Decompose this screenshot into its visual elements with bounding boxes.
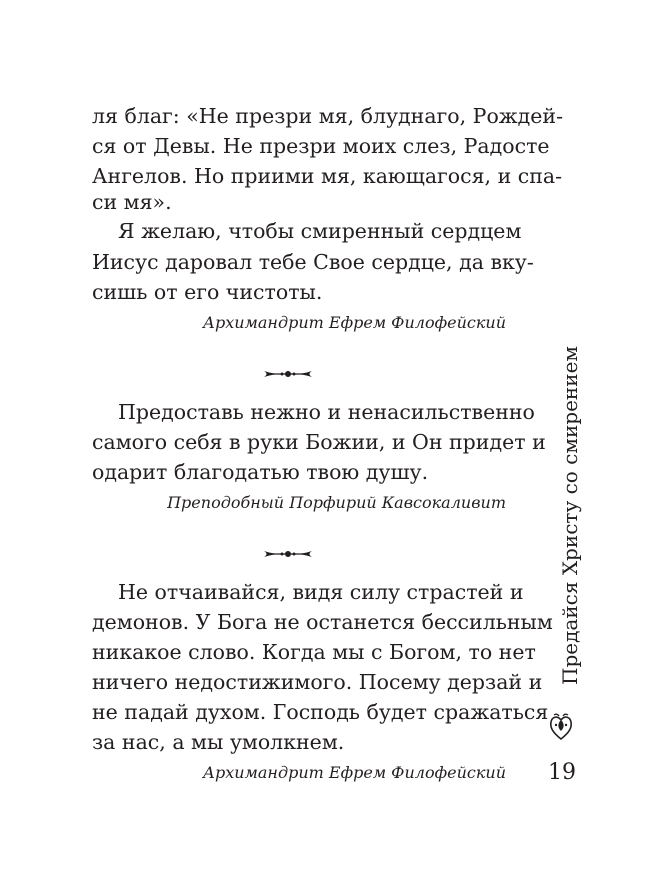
ornament-divider-icon (263, 366, 313, 382)
page-number: 19 (548, 760, 576, 785)
text-line: одарит благодатью твою душу. (92, 460, 429, 484)
text-line: си мя». (92, 190, 172, 214)
ornament-heart-icon (548, 712, 574, 742)
text-line: Не отчаивайся, видя силу страстей и (118, 580, 524, 604)
text-line: за нас, а мы умолкнем. (92, 730, 345, 754)
text-line: сишь от его чистоты. (92, 280, 323, 304)
quote-author: Архимандрит Ефрем Филофейский (202, 313, 506, 332)
text-line: Я желаю, чтобы смиренный сердцем (118, 219, 522, 243)
text-line: демонов. У Бога не останется бессильным (92, 610, 553, 634)
running-title-text: Предайся Христу со смирением (558, 346, 582, 685)
text-line: ля благ: «Не презри мя, блуднаго, Рождей- (92, 104, 563, 128)
quote-author: Архимандрит Ефрем Филофейский (202, 763, 506, 782)
ornament-divider-icon (263, 546, 313, 562)
text-line: ся от Девы. Не презри моих слез, Радосте (92, 134, 550, 158)
text-line: ничего недостижимого. Посему дерзай и (92, 670, 543, 694)
text-line: Ангелов. Но приими мя, кающагося, и спа- (92, 164, 563, 188)
text-line: никакое слово. Когда мы с Богом, то нет (92, 640, 536, 664)
quote-author: Преподобный Порфирий Кавсокаливит (167, 493, 506, 512)
text-line: Предоставь нежно и ненасильственно (118, 400, 535, 424)
text-line: самого себя в руки Божии, и Он придет и (92, 430, 546, 454)
text-line: не падай духом. Господь будет сражаться (92, 700, 549, 724)
text-line: Иисус даровал тебе Свое сердце, да вку- (92, 250, 534, 274)
